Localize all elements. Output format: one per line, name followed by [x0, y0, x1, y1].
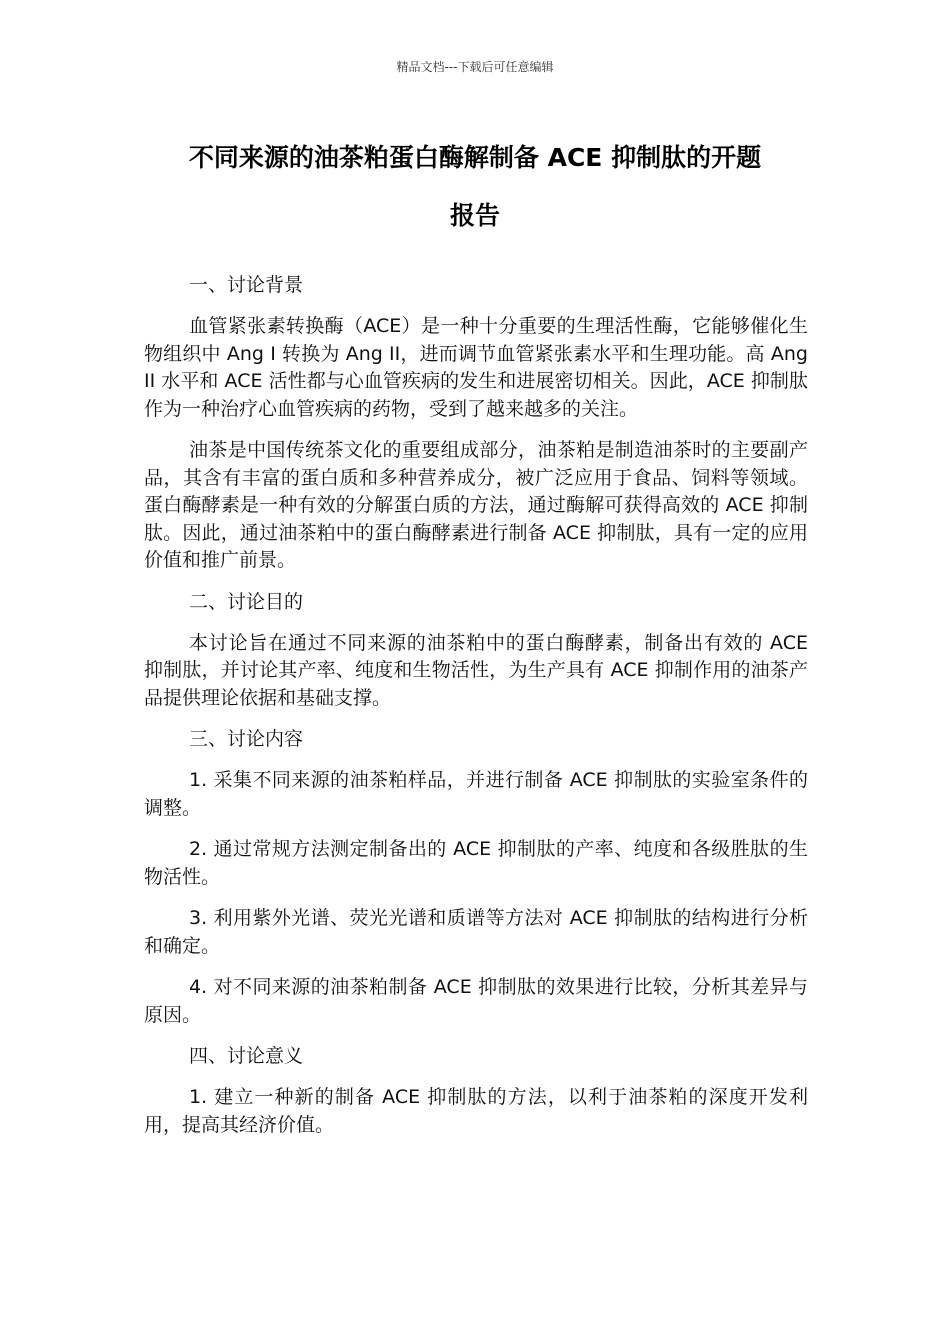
- section-heading-background: 一、讨论背景: [189, 274, 304, 296]
- section-heading-significance: 四、讨论意义: [189, 1045, 304, 1067]
- section-heading-purpose: 二、讨论目的: [189, 590, 304, 613]
- content-item-2: 2. 通过常规方法测定制备出的 ACE 抑制肽的产率、纯度和各级胜肽的生物活性。: [144, 838, 808, 888]
- content-item-4: 4. 对不同来源的油茶粕制备 ACE 抑制肽的效果进行比较，分析其差异与原因。: [144, 976, 808, 1026]
- significance-item-1: 1. 建立一种新的制备 ACE 抑制肽的方法，以利于油茶粕的深度开发利用，提高其经济价值。: [144, 1086, 808, 1136]
- content-item-1: 1. 采集不同来源的油茶粕样品，并进行制备 ACE 抑制肽的实验室条件的调整。: [144, 769, 808, 819]
- document-body: [144, 272, 808, 1153]
- content-item-3: 3. 利用紫外光谱、荧光光谱和质谱等方法对 ACE 抑制肽的结构进行分析和确定。: [144, 907, 808, 957]
- background-paragraph-1: 血管紧张素转换酶（ACE）是一种十分重要的生理活性酶，它能够催化生物组织中 Ang I 转换为 Ang II，进而调节血管紧张素水平和生理功能。高 Ang II 水平和 ACE 活性都与心血管疾病的发生和进展密切相关。因此，ACE 抑制肽作为一种治疗心血管疾病的药物，受到了越来越多的关注。: [144, 315, 808, 420]
- header-note: 精品文档---下载后可任意编辑: [396, 60, 554, 74]
- section-heading-content: 三、讨论内容: [189, 728, 304, 750]
- document-title-line2: 报告: [449, 201, 500, 230]
- purpose-paragraph-1: 本讨论旨在通过不同来源的油茶粕中的蛋白酶酵素，制备出有效的 ACE 抑制肽，并讨论其产率、纯度和生物活性，为生产具有 ACE 抑制作用的油茶产品提供理论依据和基础支撑。: [144, 631, 808, 709]
- background-paragraph-2: 油茶是中国传统茶文化的重要组成部分，油茶粕是制造油茶时的主要副产品，其含有丰富的蛋白质和多种营养成分，被广泛应用于食品、饲料等领域。蛋白酶酵素是一种有效的分解蛋白质的方法，通过酶解可获得高效的 ACE 抑制肽。因此，通过油茶粕中的蛋白酶酵素进行制备 ACE 抑制肽，具有一定的应用价值和推广前景。: [144, 439, 808, 571]
- document-title-line1: 不同来源的油茶粕蛋白酶解制备 ACE 抑制肽的开题: [188, 143, 762, 172]
